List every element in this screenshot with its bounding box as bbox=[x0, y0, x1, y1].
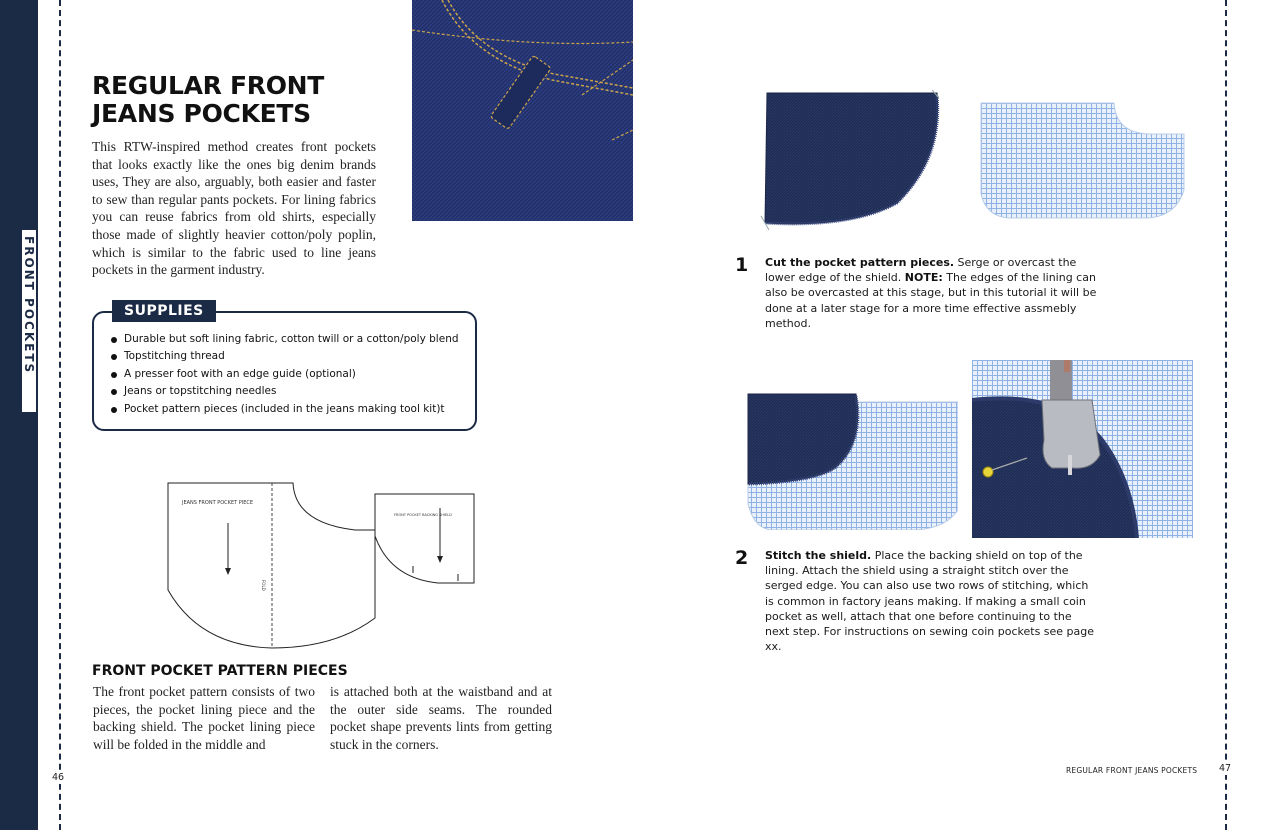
step-2-text bbox=[765, 548, 1095, 654]
step-1-text bbox=[765, 255, 1105, 331]
supply-item: A presser foot with an edge guide (optional) bbox=[110, 366, 459, 383]
step-1-body-a: Serge or overcast the lower edge of the shield. bbox=[765, 256, 1077, 285]
right-page-number: 47 bbox=[1219, 763, 1232, 774]
running-footer-title: REGULAR FRONT JEANS POCKETS bbox=[1066, 766, 1198, 775]
title-line-2: JEANS POCKETS bbox=[92, 99, 311, 128]
jeans-pocket-photo bbox=[412, 0, 633, 221]
supplies-heading: SUPPLIES bbox=[112, 300, 216, 322]
right-margin-dashed-line bbox=[1225, 0, 1227, 830]
section-text-column-1: The front pocket pattern consists of two pieces, the pocket lining piece and the backing shield. The pocket lining piece will be folded in the middle and bbox=[93, 684, 315, 752]
backing-shield-photo bbox=[747, 88, 943, 233]
page-title bbox=[92, 72, 324, 128]
lining-piece-label: JEANS FRONT POCKET PIECE bbox=[182, 500, 254, 506]
step-1-body-b: The edges of the lining can also be overcasted at this stage, but in this tutorial it will be done at a later stage for a more time effective assmebly method. bbox=[765, 271, 1097, 330]
left-margin-dashed-line bbox=[59, 0, 61, 830]
supplies-list bbox=[110, 331, 459, 418]
left-page-number: 46 bbox=[52, 772, 65, 783]
supply-item: Jeans or topstitching needles bbox=[110, 383, 459, 400]
sewing-machine-stitching-photo bbox=[972, 360, 1193, 538]
title-line-1: REGULAR FRONT bbox=[92, 71, 325, 100]
step-2-body: Place the backing shield on top of the lining. Attach the shield using a straight stitch over the serged edge. You can also use two rows of stitching, which is common in factory jeans making. If making a small coin pocket as well, attach that one before continuing to the next step. For instructions on sewing coin pockets see page xx. bbox=[765, 549, 1095, 654]
pocket-pattern-diagram bbox=[160, 478, 480, 653]
step-2-lead: Stitch the shield. bbox=[765, 549, 872, 562]
section-heading: FRONT POCKET PATTERN PIECES bbox=[92, 663, 348, 679]
fold-label: FOLD bbox=[261, 580, 266, 591]
side-chapter-label: FRONT POCKETS bbox=[22, 230, 36, 412]
book-spine bbox=[0, 0, 38, 830]
step-2-number: 2 bbox=[735, 547, 749, 569]
step-1-note-label: NOTE: bbox=[904, 271, 943, 285]
shield-label: FRONT POCKET BACKING SHIELD bbox=[394, 513, 452, 517]
shield-on-lining-photo bbox=[736, 392, 958, 530]
intro-paragraph: This RTW-inspired method creates front pockets that looks exactly like the ones big denim brands uses, They are also, arguably, both easier and faster to sew than regular pants pockets. For lining fabrics you can reuse fabrics from old shirts, especially those made of slightly heavier cotton/poly poplin, which is similar to the fabric used to line jeans pockets in the garment industry. bbox=[92, 139, 376, 278]
step-1-lead: Cut the pocket pattern pieces. bbox=[765, 256, 955, 269]
step-1-number: 1 bbox=[735, 254, 749, 276]
backing-shield-pattern-outline bbox=[375, 494, 474, 583]
supply-item: Topstitching thread bbox=[110, 348, 459, 365]
section-text-column-2: is attached both at the waistband and at the outer side seams. The rounded pocket shape prevents lints from getting stuck in the corners. bbox=[330, 684, 552, 752]
supply-item: Durable but soft lining fabric, cotton twill or a cotton/poly blend bbox=[110, 331, 459, 348]
supply-item: Pocket pattern pieces (included in the jeans making tool kit)t bbox=[110, 401, 459, 418]
pocket-lining-photo bbox=[976, 98, 1188, 220]
